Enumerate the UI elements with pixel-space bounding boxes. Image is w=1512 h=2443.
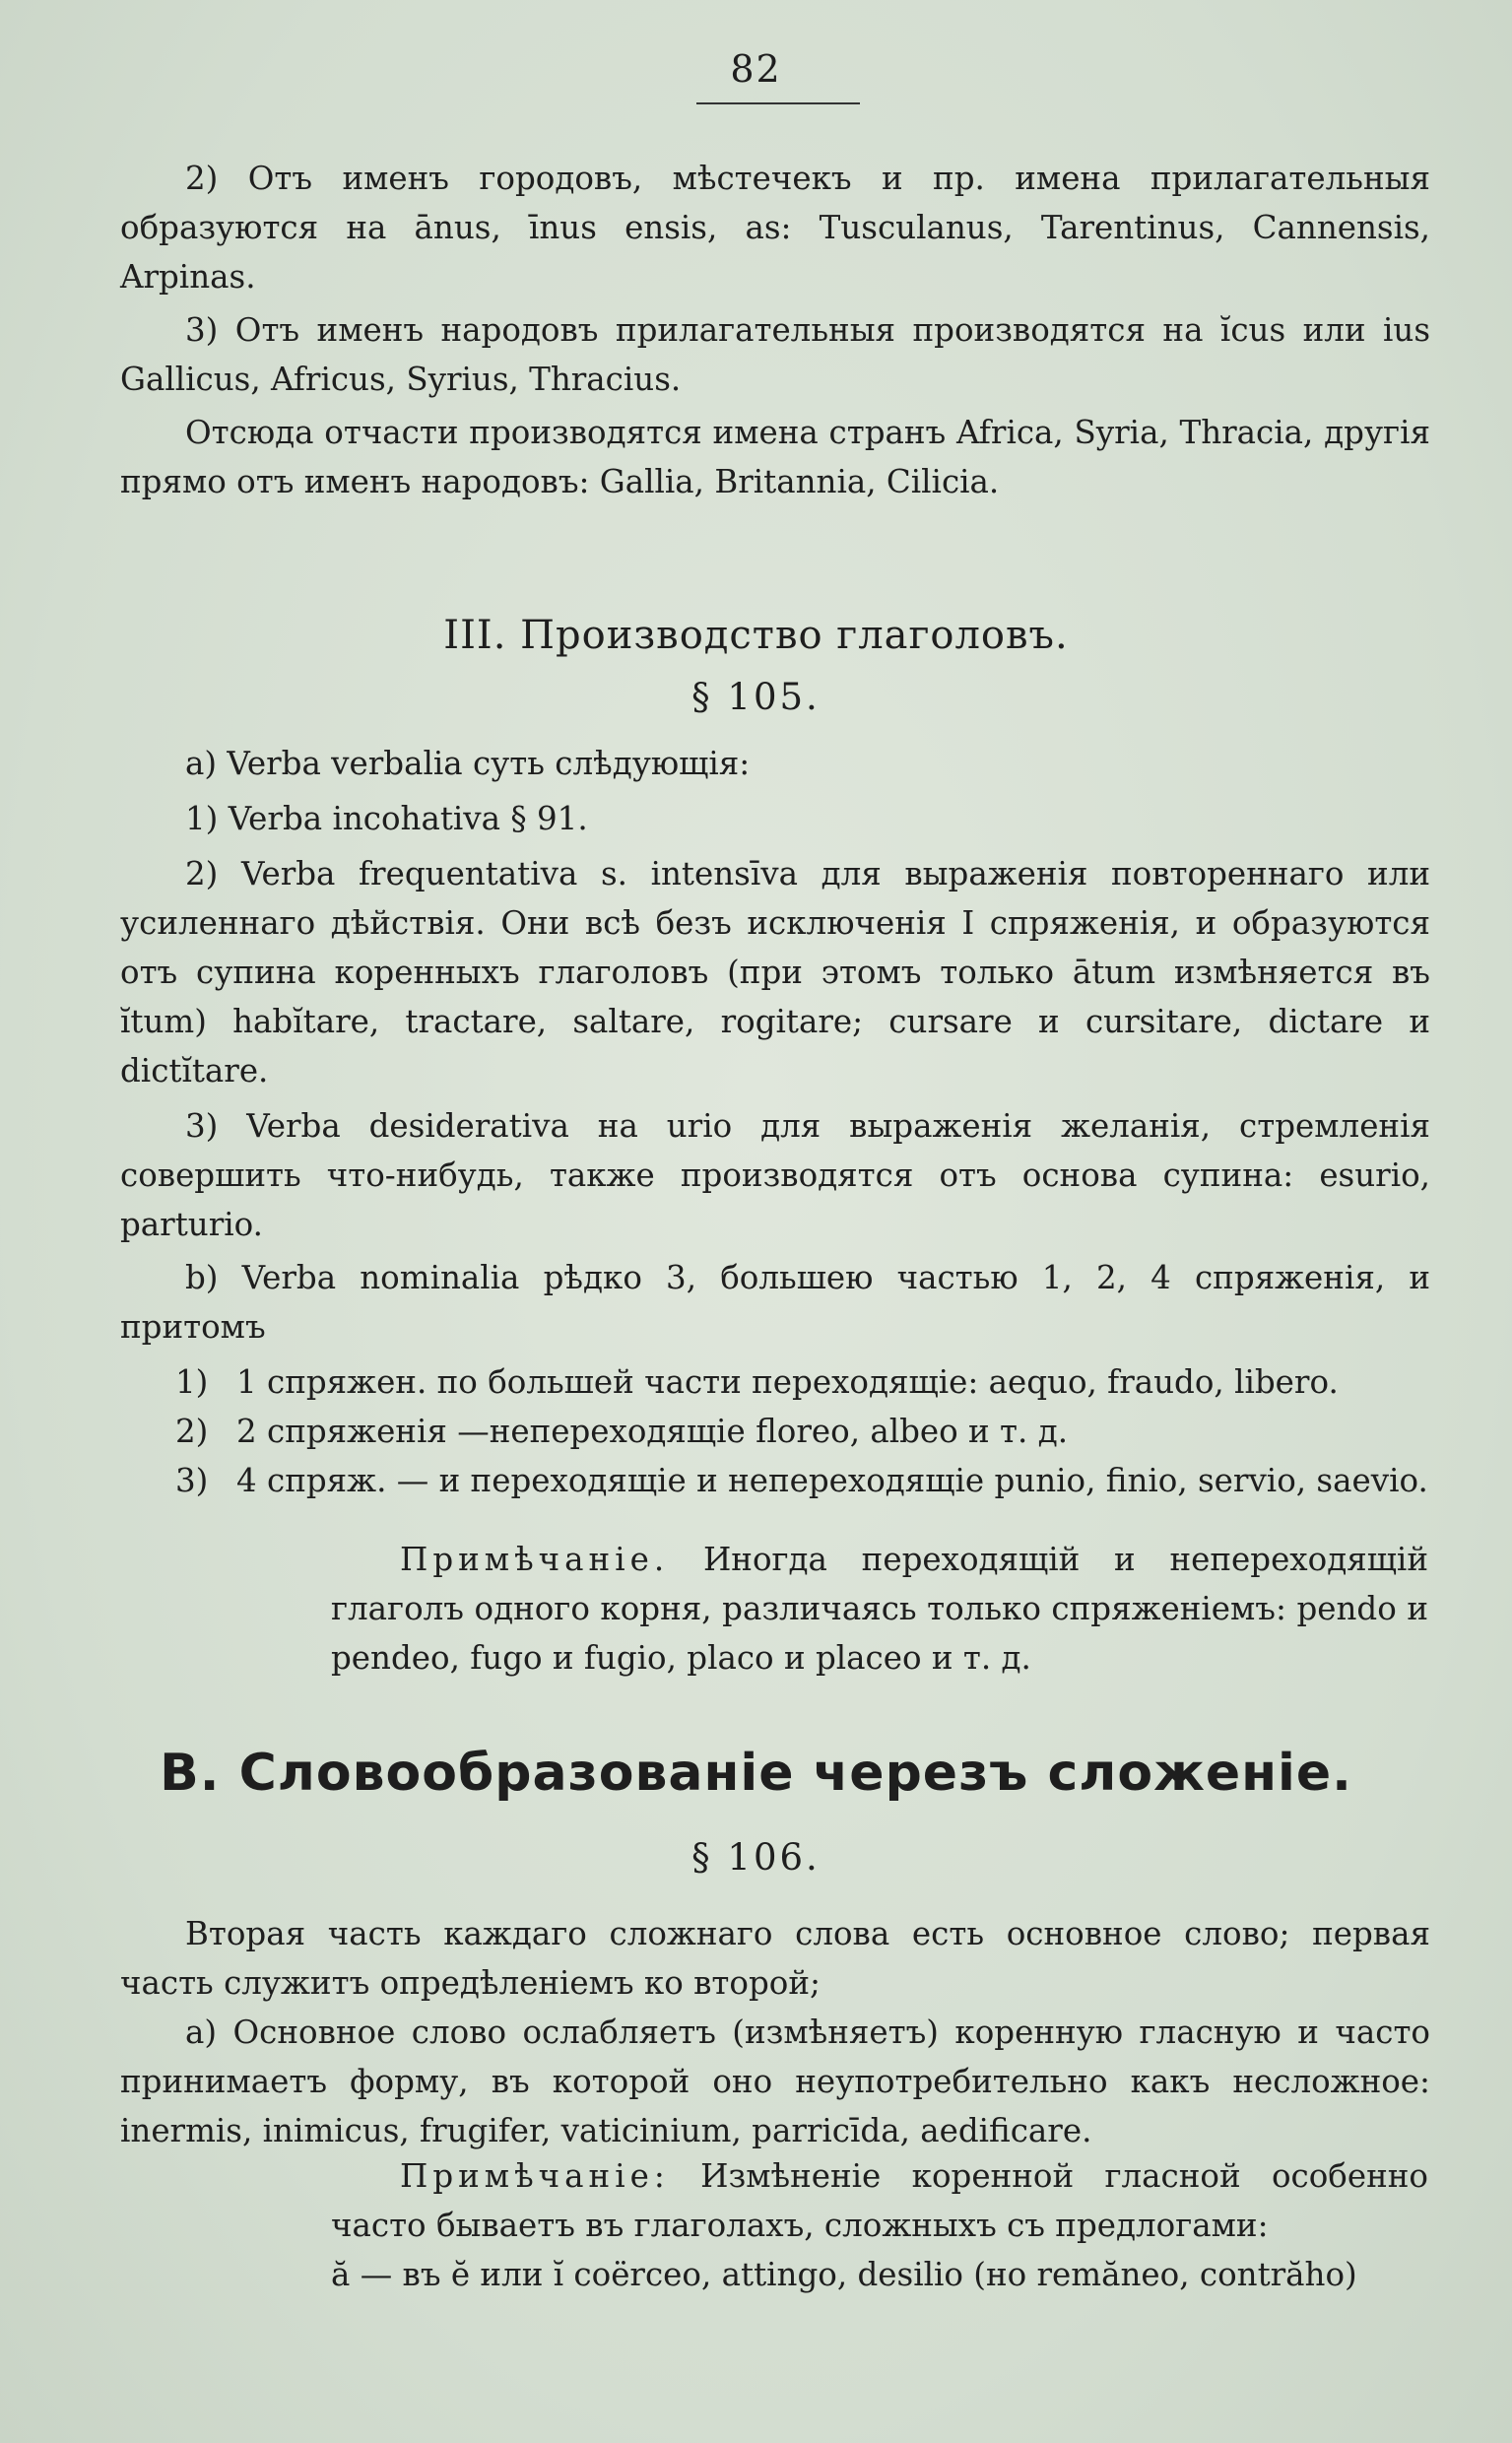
page-number: 82 bbox=[730, 47, 782, 91]
note-label: Примѣчаніе. bbox=[400, 1541, 670, 1578]
chapter-heading-composition: B. Словообразованіе черезъ сложеніе. bbox=[160, 1744, 1352, 1803]
note-label: Примѣчаніе: bbox=[400, 2157, 670, 2195]
list-item bbox=[175, 1357, 1428, 1407]
section-heading-verbs: III. Производство глаголовъ. bbox=[443, 613, 1069, 658]
paragraph-nominalia: b) Verba nominalia рѣдко 3, большею частью 1, 2, 4 спряженія, и притомъ bbox=[120, 1259, 1430, 1346]
list-item-number: 3) bbox=[175, 1462, 209, 1499]
list-item-number: 2) bbox=[175, 1413, 209, 1450]
paragraph-verba-verbalia: a) Verba verbalia суть слѣдующія: bbox=[185, 745, 751, 782]
paragraph-frequentativa: 2) Verba frequentativa s. intensīva для выраженія повтореннаго или усиленнаго дѣйствія. Они всѣ безъ исключенія I спряженія, и образуются отъ супина коренныхъ глаголовъ (при этомъ только ātum измѣняется въ ĭtum) habĭtare, tractare, saltare, rogitare; cursare и cursitare, dictare и dictĭtare. bbox=[120, 855, 1430, 1089]
section-number-106: § 106. bbox=[691, 1836, 821, 1879]
conjugation-list bbox=[175, 1357, 1428, 1505]
note-text: Измѣненіе коренной гласной особенно часто бываетъ въ глаголахъ, сложныхъ съ предлогами: bbox=[331, 2157, 1428, 2244]
note-text: Иногда переходящій и непереходящій глаголъ одного корня, различаясь только спряженіемъ: pendo и pendeo, fugo и fugio, placo и placeo и т. д. bbox=[331, 1541, 1428, 1677]
list-item-text: 1 спряжен. по большей части переходящіе: aequo, fraudo, libero. bbox=[236, 1363, 1339, 1401]
page-number-rule bbox=[696, 102, 860, 104]
paragraph-incohativa: 1) Verba incohativa § 91. bbox=[185, 800, 588, 837]
list-item-number: 1) bbox=[175, 1363, 209, 1401]
paragraph-base-word: a) Основное слово ослабляетъ (измѣняетъ) коренную гласную и часто принимаетъ форму, въ которой оно неупотребительно какъ несложное: inermis, inimicus, frugifer, vaticinium, parricīda, aedificare. bbox=[120, 2014, 1430, 2149]
list-item-text: 4 спряж. — и переходящіе и непереходящіе punio, finio, servio, saevio. bbox=[236, 1462, 1428, 1499]
list-item bbox=[175, 1407, 1428, 1456]
paragraph-people-adjectives: 3) Отъ именъ народовъ прилагательныя производятся на ĭcus или ius Gallicus, Africus, Syrius, Thracius. bbox=[120, 311, 1430, 398]
note-vowel-change bbox=[331, 2151, 1428, 2250]
paragraph-desiderativa: 3) Verba desiderativa на urio для выраженія желанія, стремленія совершить что-нибудь, также производятся отъ основа супина: esurio, parturio. bbox=[120, 1107, 1430, 1243]
list-item-text: 2 спряженія —непереходящіе floreo, albeo и т. д. bbox=[236, 1413, 1069, 1450]
section-number-105: § 105. bbox=[691, 676, 821, 718]
note-vowel-example-line: ă — въ ĕ или ĭ coërceo, attingo, desilio (но remăneo, contrăho) bbox=[331, 2256, 1357, 2293]
note-verbs bbox=[331, 1535, 1428, 1683]
paragraph-town-adjectives: 2) Отъ именъ городовъ, мѣстечекъ и пр. имена прилагательныя образуются на ānus, īnus ensis, as: Tusculanus, Tarentinus, Cannensis, Arpinas. bbox=[120, 160, 1430, 296]
list-item bbox=[175, 1456, 1428, 1505]
paragraph-country-names: Отсюда отчасти производятся имена странъ Africa, Syria, Thracia, другія прямо отъ именъ народовъ: Gallia, Britannia, Cilicia. bbox=[120, 414, 1430, 500]
paragraph-compound-words: Вторая часть каждаго сложнаго слова есть основное слово; первая часть служитъ опредѣленіемъ ко второй; bbox=[120, 1915, 1430, 2002]
